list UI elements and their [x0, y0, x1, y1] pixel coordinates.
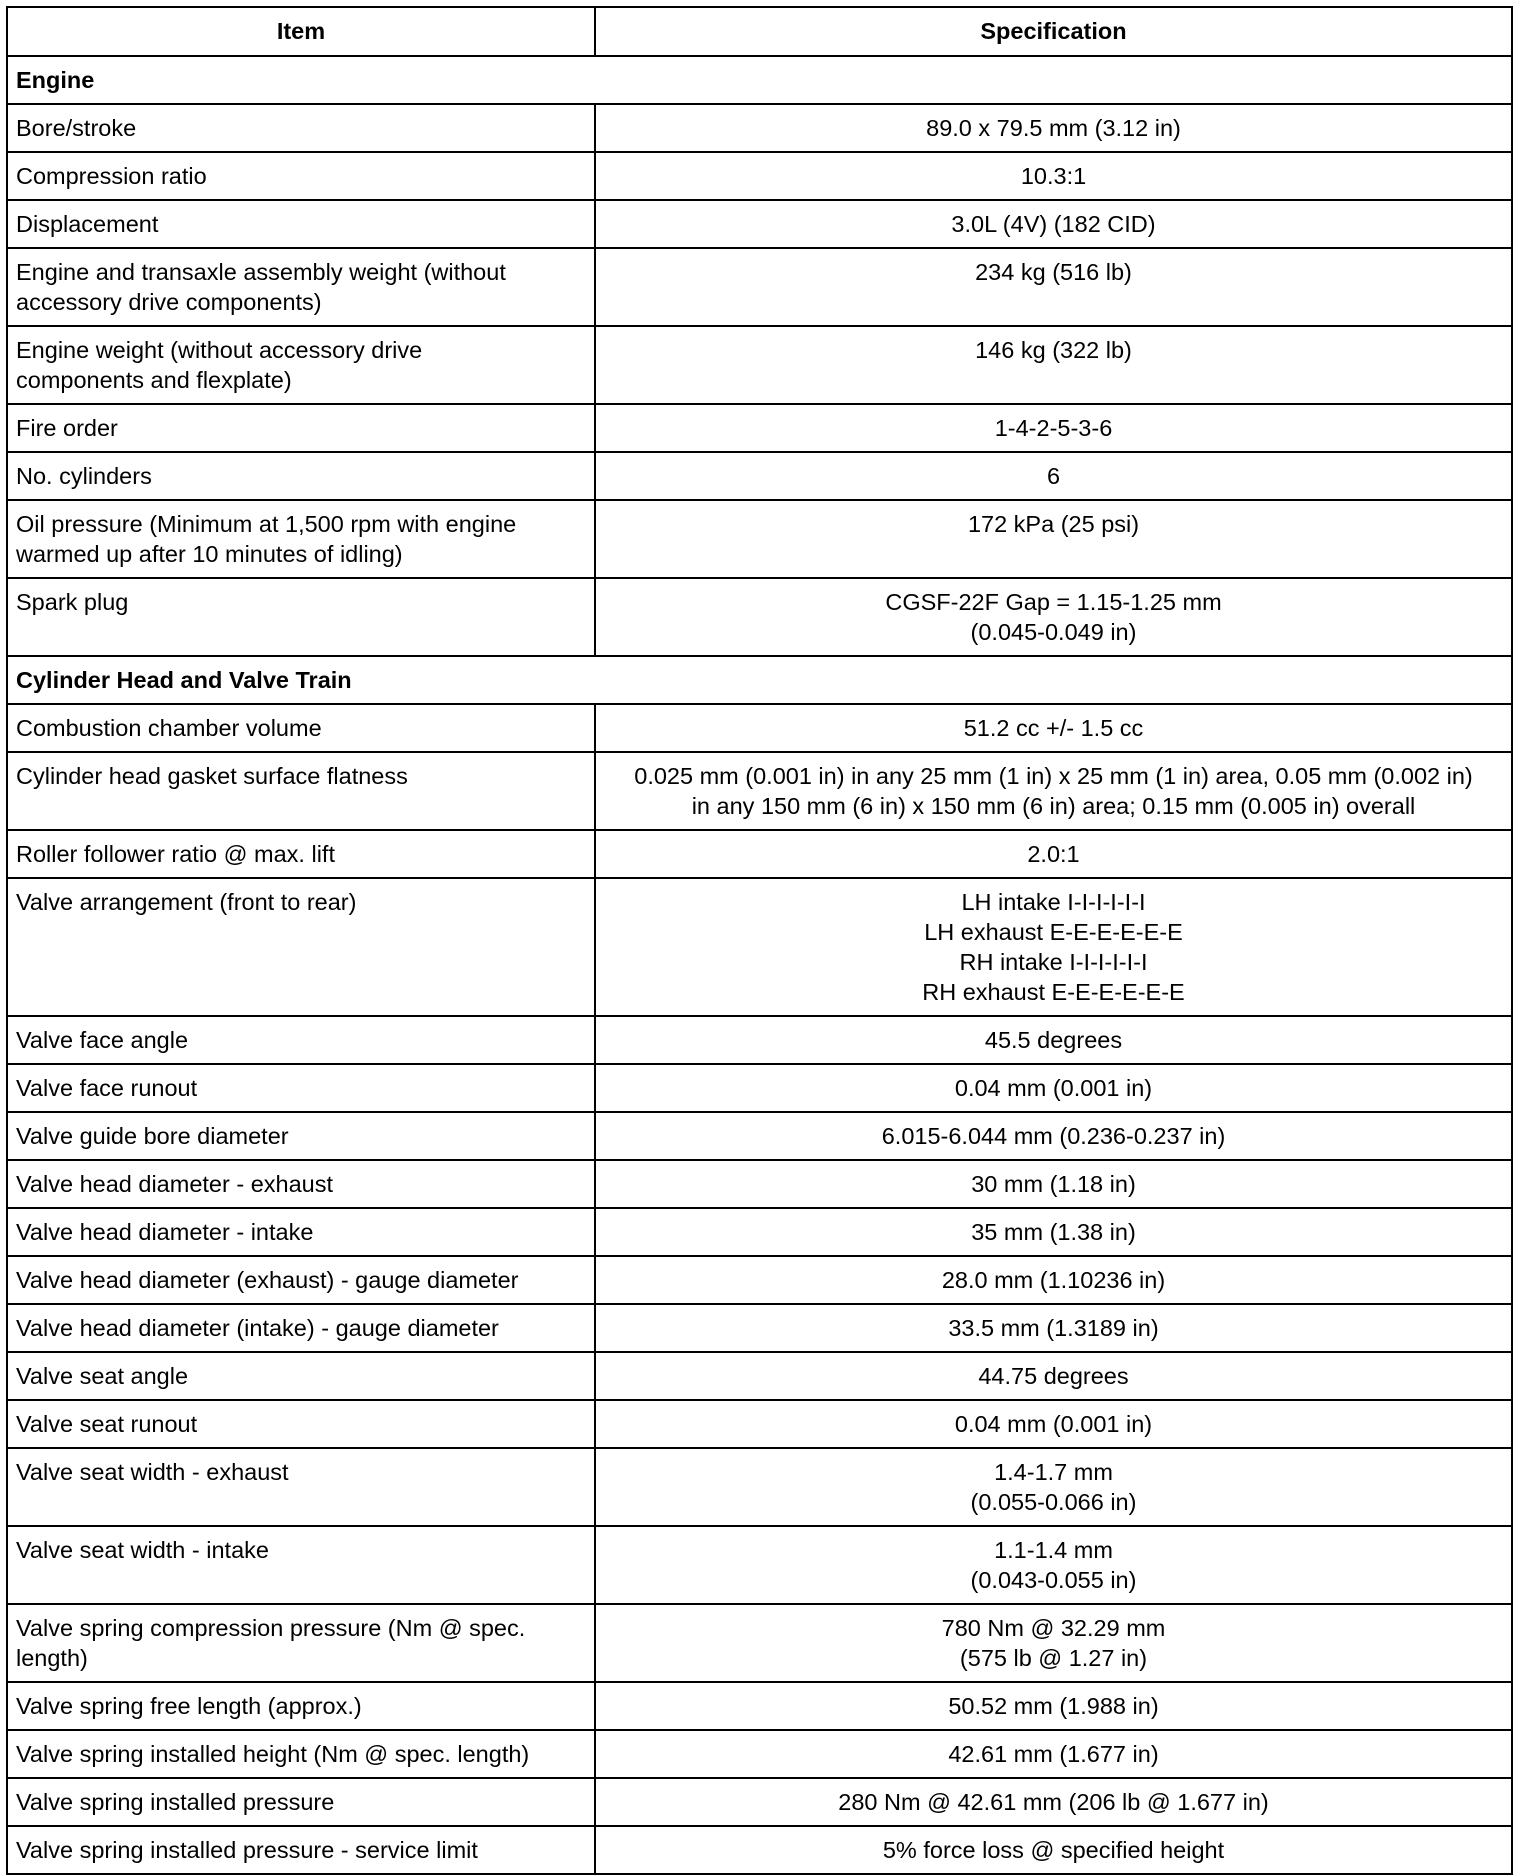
specification-cell: [595, 1682, 1512, 1730]
item-cell: [7, 1112, 595, 1160]
table-body: [7, 56, 1512, 1874]
specification-text: 33.5 mm (1.3189 in): [948, 1315, 1159, 1341]
item-cell: [7, 1352, 595, 1400]
item-text: Valve seat width - exhaust: [16, 1459, 289, 1485]
specification-cell: [595, 752, 1512, 830]
item-cell: [7, 1826, 595, 1874]
item-cell: [7, 878, 595, 1016]
specification-text: 172 kPa (25 psi): [967, 511, 1140, 537]
item-text: Combustion chamber volume: [16, 715, 322, 741]
table-row: [7, 1256, 1512, 1304]
item-text: length): [16, 1645, 88, 1671]
specification-cell: [595, 326, 1512, 404]
item-cell: [7, 704, 595, 752]
specification-cell: [595, 830, 1512, 878]
header-row: [7, 7, 1512, 56]
specification-text: LH exhaust E-E-E-E-E-E: [924, 919, 1183, 945]
item-text: Engine and transaxle assembly weight (without: [16, 259, 506, 285]
specification-cell: [595, 704, 1512, 752]
specification-text: 51.2 cc +/- 1.5 cc: [963, 715, 1144, 741]
section-title: Cylinder Head and Valve Train: [7, 656, 1512, 704]
table-header: [7, 7, 1512, 56]
specification-cell: [595, 200, 1512, 248]
item-cell: [7, 104, 595, 152]
item-text: No. cylinders: [16, 463, 152, 489]
specification-text: 6.015-6.044 mm (0.236-0.237 in): [881, 1123, 1226, 1149]
item-cell: [7, 1730, 595, 1778]
specification-cell: [595, 1112, 1512, 1160]
table-row: [7, 1682, 1512, 1730]
item-text: Valve head diameter (exhaust) - gauge diameter: [16, 1267, 519, 1293]
item-text: Engine weight (without accessory drive: [16, 337, 423, 363]
specification-cell: [595, 404, 1512, 452]
specification-cell: [595, 104, 1512, 152]
item-text: Spark plug: [16, 589, 129, 615]
table-row: [7, 500, 1512, 578]
specification-cell: [595, 878, 1512, 1016]
specification-text: RH intake I-I-I-I-I-I: [959, 949, 1148, 975]
specification-cell: [595, 1160, 1512, 1208]
item-text: Displacement: [16, 211, 159, 237]
specification-text: (0.043-0.055 in): [970, 1567, 1137, 1593]
specification-text: 42.61 mm (1.677 in): [948, 1741, 1159, 1767]
item-cell: [7, 500, 595, 578]
table-row: [7, 452, 1512, 500]
item-text: components and flexplate): [16, 367, 292, 393]
item-text: Valve seat runout: [16, 1411, 198, 1437]
table-row: [7, 1400, 1512, 1448]
item-cell: [7, 1400, 595, 1448]
specification-text: 50.52 mm (1.988 in): [948, 1693, 1159, 1719]
item-text: Bore/stroke: [16, 115, 137, 141]
item-cell: [7, 452, 595, 500]
specification-text: (0.055-0.066 in): [970, 1489, 1137, 1515]
specification-text: 89.0 x 79.5 mm (3.12 in): [926, 115, 1181, 141]
item-text: Valve head diameter - intake: [16, 1219, 314, 1245]
item-cell: [7, 1604, 595, 1682]
item-text: Roller follower ratio @ max. lift: [16, 841, 335, 867]
specification-text: RH exhaust E-E-E-E-E-E: [922, 979, 1185, 1005]
section-row: [7, 56, 1512, 104]
specification-cell: [595, 1016, 1512, 1064]
specification-cell: [595, 1730, 1512, 1778]
specification-text: 1.4-1.7 mm: [994, 1459, 1113, 1485]
item-text: Valve arrangement (front to rear): [16, 889, 357, 915]
table-row: [7, 104, 1512, 152]
item-text: Valve spring installed pressure: [16, 1789, 335, 1815]
specification-text: 28.0 mm (1.10236 in): [941, 1267, 1166, 1293]
table-row: [7, 1016, 1512, 1064]
item-text: Cylinder head gasket surface flatness: [16, 763, 408, 789]
item-cell: [7, 1778, 595, 1826]
specification-cell: [595, 452, 1512, 500]
specification-text: 234 kg (516 lb): [975, 259, 1132, 285]
item-text: Valve face angle: [16, 1027, 189, 1053]
item-text: Valve head diameter - exhaust: [16, 1171, 333, 1197]
item-cell: [7, 830, 595, 878]
specification-cell: [595, 1352, 1512, 1400]
item-cell: [7, 578, 595, 656]
specification-cell: [595, 578, 1512, 656]
item-text: Valve spring installed height (Nm @ spec. length): [16, 1741, 530, 1767]
table-row: [7, 1352, 1512, 1400]
specification-text: 2.0:1: [1027, 841, 1080, 867]
specification-cell: [595, 1400, 1512, 1448]
specification-text: 1-4-2-5-3-6: [994, 415, 1113, 441]
specification-cell: [595, 248, 1512, 326]
item-text: warmed up after 10 minutes of idling): [16, 541, 403, 567]
specification-cell: [595, 1604, 1512, 1682]
table-row: [7, 1304, 1512, 1352]
specification-cell: [595, 1304, 1512, 1352]
specification-text: 45.5 degrees: [984, 1027, 1123, 1053]
specification-table: [6, 6, 1513, 1875]
table-row: [7, 200, 1512, 248]
section-row: [7, 656, 1512, 704]
item-cell: [7, 1448, 595, 1526]
item-text: Valve guide bore diameter: [16, 1123, 289, 1149]
table-row: [7, 1208, 1512, 1256]
table-row: [7, 1604, 1512, 1682]
item-cell: [7, 1526, 595, 1604]
item-text: Valve head diameter (intake) - gauge diameter: [16, 1315, 499, 1341]
table-row: [7, 1160, 1512, 1208]
item-cell: [7, 1064, 595, 1112]
item-cell: [7, 1160, 595, 1208]
specification-text: 35 mm (1.38 in): [971, 1219, 1136, 1245]
specification-text: 5% force loss @ specified height: [882, 1837, 1225, 1863]
specification-cell: [595, 1064, 1512, 1112]
specification-cell: [595, 1826, 1512, 1874]
specification-text: 0.04 mm (0.001 in): [954, 1075, 1153, 1101]
item-text: Valve face runout: [16, 1075, 198, 1101]
table-row: [7, 1826, 1512, 1874]
item-cell: [7, 1016, 595, 1064]
header-item: Item: [7, 7, 595, 56]
table-row: [7, 248, 1512, 326]
table-row: [7, 1064, 1512, 1112]
table-row: [7, 830, 1512, 878]
table-row: [7, 578, 1512, 656]
item-text: Compression ratio: [16, 163, 207, 189]
table-row: [7, 704, 1512, 752]
item-text: Valve spring installed pressure - service limit: [16, 1837, 478, 1863]
item-text: Valve seat angle: [16, 1363, 189, 1389]
table-row: [7, 152, 1512, 200]
specification-text: (0.045-0.049 in): [970, 619, 1137, 645]
specification-cell: [595, 1778, 1512, 1826]
specification-text: 280 Nm @ 42.61 mm (206 lb @ 1.677 in): [838, 1789, 1269, 1815]
specification-text: 0.025 mm (0.001 in) in any 25 mm (1 in) x 25 mm (1 in) area, 0.05 mm (0.002 in): [634, 763, 1473, 789]
item-cell: [7, 752, 595, 830]
item-cell: [7, 1208, 595, 1256]
item-cell: [7, 1256, 595, 1304]
specification-cell: [595, 152, 1512, 200]
specification-text: LH intake I-I-I-I-I-I: [961, 889, 1146, 915]
table-row: [7, 1112, 1512, 1160]
specification-cell: [595, 1208, 1512, 1256]
item-text: accessory drive components): [16, 289, 322, 315]
item-text: Valve spring compression pressure (Nm @ spec.: [16, 1615, 526, 1641]
table-row: [7, 1526, 1512, 1604]
item-cell: [7, 404, 595, 452]
specification-text: in any 150 mm (6 in) x 150 mm (6 in) area; 0.15 mm (0.005 in) overall: [691, 793, 1416, 819]
table-row: [7, 752, 1512, 830]
item-text: Fire order: [16, 415, 118, 441]
item-cell: [7, 1304, 595, 1352]
item-cell: [7, 1682, 595, 1730]
specification-text: 0.04 mm (0.001 in): [954, 1411, 1153, 1437]
specification-text: 44.75 degrees: [978, 1363, 1129, 1389]
item-cell: [7, 152, 595, 200]
specification-text: 6: [1046, 463, 1061, 489]
item-cell: [7, 200, 595, 248]
specification-cell: [595, 1448, 1512, 1526]
specification-text: CGSF-22F Gap = 1.15-1.25 mm: [885, 589, 1222, 615]
item-text: Valve spring free length (approx.): [16, 1693, 362, 1719]
table-row: [7, 878, 1512, 1016]
specification-cell: [595, 1256, 1512, 1304]
item-text: Oil pressure (Minimum at 1,500 rpm with engine: [16, 511, 517, 537]
table-row: [7, 1448, 1512, 1526]
specification-text: 3.0L (4V) (182 CID): [951, 211, 1156, 237]
table-row: [7, 1730, 1512, 1778]
table-row: [7, 404, 1512, 452]
table-row: [7, 326, 1512, 404]
specification-text: 780 Nm @ 32.29 mm: [941, 1615, 1166, 1641]
specification-cell: [595, 500, 1512, 578]
specification-text: 30 mm (1.18 in): [971, 1171, 1136, 1197]
section-title: Engine: [7, 56, 1512, 104]
specification-text: 1.1-1.4 mm: [994, 1537, 1113, 1563]
specification-text: 146 kg (322 lb): [975, 337, 1132, 363]
specification-text: 10.3:1: [1020, 163, 1087, 189]
item-cell: [7, 326, 595, 404]
specification-cell: [595, 1526, 1512, 1604]
item-text: Valve seat width - intake: [16, 1537, 269, 1563]
header-specification: Specification: [595, 7, 1512, 56]
item-cell: [7, 248, 595, 326]
specification-text: (575 lb @ 1.27 in): [959, 1645, 1148, 1671]
table-row: [7, 1778, 1512, 1826]
